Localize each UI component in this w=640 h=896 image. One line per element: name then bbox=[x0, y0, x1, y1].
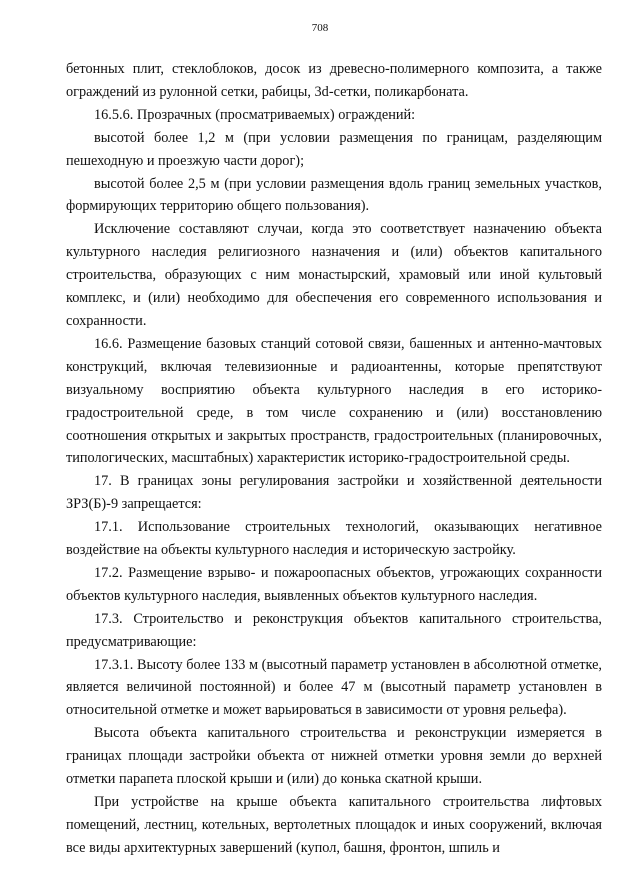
paragraph-height-1-2: высотой более 1,2 м (при условии размещения по границам, разделяющим пешеходную и проезжую части дорог); bbox=[66, 129, 602, 169]
document-body bbox=[66, 58, 602, 860]
paragraph-height-2-5: высотой более 2,5 м (при условии размещения вдоль границ земельных участков, формирующих территорию общего пользования). bbox=[66, 175, 602, 215]
paragraph-17-2: 17.2. Размещение взрыво- и пожароопасных объектов, угрожающих сохранности объектов культурного наследия, выявленных объектов культурного наследия. bbox=[66, 564, 602, 604]
paragraph-16-5-6: 16.5.6. Прозрачных (просматриваемых) ограждений: bbox=[94, 106, 416, 123]
paragraph-17-3: 17.3. Строительство и реконструкция объектов капитального строительства, предусматривающие: bbox=[66, 610, 602, 650]
paragraph-height-measurement: Высота объекта капитального строительства и реконструкции измеряется в границах площади застройки объекта от нижней отметки уровня земли до верхней отметки парапета плоской крыши и (или) до конька скатной крыши. bbox=[66, 725, 602, 788]
page-number: 708 bbox=[311, 22, 329, 34]
paragraph-roof-structures: При устройстве на крыше объекта капитального строительства лифтовых помещений, лестниц, котельных, вертолетных площадок и иных сооружений, включая все виды архитектурных завершений (купол, башня, фронтон, шпиль и bbox=[66, 794, 602, 856]
paragraph-16-6: 16.6. Размещение базовых станций сотовой связи, башенных и антенно-мачтовых конструкций, включая телевизионные и радиоантенны, которые препятствуют визуальному восприятию объекта культурного наследия в его историко-градостроительной среде, в том числе сохранению и (или) восстановлению соотношения открытых и закрытых пространств, градостроительных (планировочных, типологических, масштабных) характеристик историко-градостроительной среды. bbox=[66, 335, 602, 467]
paragraph-continuation: бетонных плит, стеклоблоков, досок из древесно-полимерного композита, а также ограждений из рулонной сетки, рабицы, 3d-сетки, поликарбоната. bbox=[66, 61, 602, 100]
paragraph-17-1: 17.1. Использование строительных технологий, оказывающих негативное воздействие на объекты культурного наследия и историческую застройку. bbox=[66, 519, 602, 559]
paragraph-exception: Исключение составляют случаи, когда это соответствует назначению объекта культурного наследия религиозного назначения и (или) объектов капитального строительства, образующих с ним монастырский, храмовый или иной культовый комплекс, и (или) необходимо для обеспечения его современного использования и сохранности. bbox=[66, 221, 602, 329]
paragraph-17-3-1: 17.3.1. Высоту более 133 м (высотный параметр установлен в абсолютной отметке, является величиной постоянной) и более 47 м (высотный параметр установлен в относительной отметке и может варьироваться в зависимости от уровня рельефа). bbox=[66, 656, 602, 719]
paragraph-17: 17. В границах зоны регулирования застройки и хозяйственной деятельности ЗРЗ(Б)-9 запрещается: bbox=[66, 473, 602, 513]
